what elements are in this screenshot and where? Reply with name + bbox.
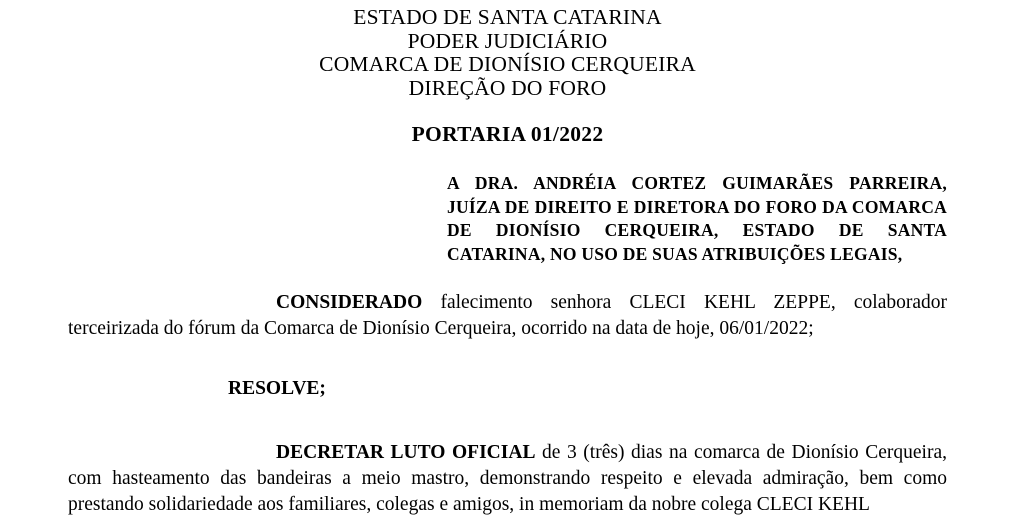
header-line-comarca: COMARCA DE DIONÍSIO CERQUEIRA (319, 52, 696, 76)
considerado-lead: CONSIDERADO (276, 292, 423, 313)
header-line-direction: DIREÇÃO DO FORO (408, 75, 607, 100)
resolve-paragraph (68, 376, 1015, 402)
considerado-text: falecimento senhora CLECI KEHL ZEPPE, colaborador terceirizada do fórum da Comarca de Dionísio Cerqueira, ocorrido na data de hoje, 06/01/2022; (68, 292, 947, 339)
decree-lead: DECRETAR LUTO OFICIAL (276, 442, 536, 463)
preamble-paragraph: A DRA. ANDRÉIA CORTEZ GUIMARÃES PARREIRA, JUÍZA DE DIREITO E DIRETORA DO FORO DA COMARCA DE DIONÍSIO CERQUEIRA, ESTADO DE SANTA CATARINA, NO USO DE SUAS ATRIBUIÇÕES LEGAIS, (447, 173, 947, 264)
considerado-paragraph (68, 290, 947, 342)
header-line-judiciary: PODER JUDICIÁRIO (407, 28, 608, 53)
header-line-state: ESTADO DE SANTA CATARINA (353, 5, 662, 29)
document-title: PORTARIA 01/2022 (411, 122, 604, 146)
resolve-text: RESOLVE; (228, 378, 326, 399)
decree-text: de 3 (três) dias na comarca de Dionísio Cerqueira, com hasteamento das bandeiras a meio mastro, demonstrando respeito e elevada admiração, bem como prestando solidariedade aos familiares, colegas e amigos, in memoriam da nobre colega CLECI KEHL (68, 442, 947, 515)
document-header (0, 0, 1015, 100)
decree-paragraph (68, 440, 947, 518)
